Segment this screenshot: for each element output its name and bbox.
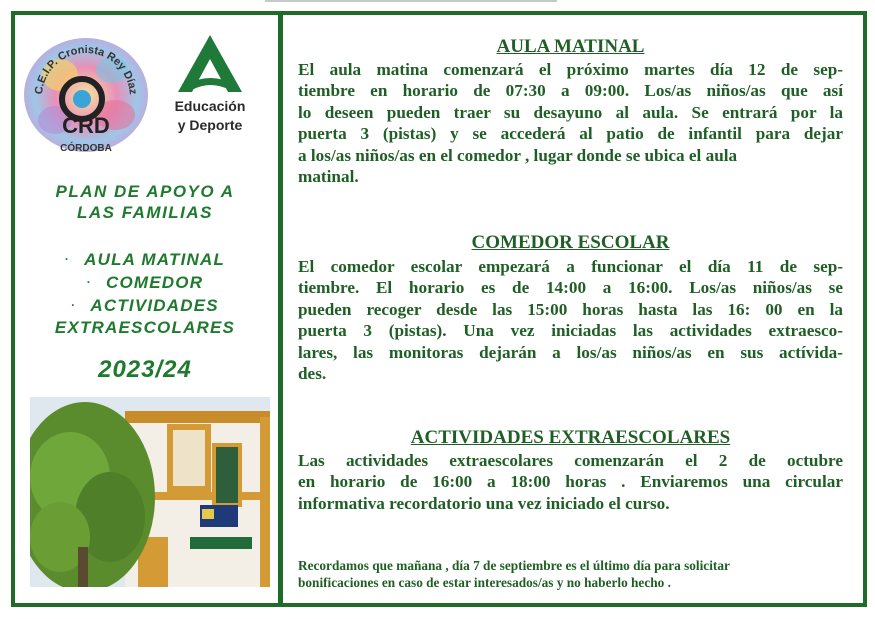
reminder-note: Recordamos que mañana , día 7 de septiembre es el último día para solicitar bonificaciones en caso de estar interesados/as y no haberlo hecho . [298,558,730,590]
column-divider [278,15,283,607]
junta-line1: Educación [174,98,246,114]
section-title-aula-matinal: AULA MATINAL [496,36,645,57]
ceip-city: CÓRDOBA [60,143,112,154]
bullet: · [86,275,92,289]
section-body-comedor: El comedor escolar empezará a funcionar el día 11 de sep- tiembre. El horario es de 14:00 a 16:00. Los/as niños/as se pueden recoger desde las 15:00 horas hasta las 16: 00 en la puerta 3 (pistas). Una vez iniciadas las actividades extraesco- lares, las monitoras dejarán a los/as niños/as en sus actívida- des. [298,257,843,384]
service-list [20,248,270,339]
list-item: · COMEDOR [86,273,204,292]
plan-title-line1: PLAN DE APOYO A [55,182,235,201]
junta-text [158,97,262,135]
school-building-photo [30,397,270,587]
plan-title-line2: LAS FAMILIAS [76,203,214,222]
junta-line2: y Deporte [177,117,243,133]
list-item-continuation: EXTRAESCOLARES [54,318,236,337]
section-title-actividades: ACTIVIDADES EXTRAESCOLARES [410,427,731,448]
bullet: · [64,252,71,266]
ceip-letters: CRD [62,113,110,138]
section-title-comedor: COMEDOR ESCOLAR [471,232,670,253]
bullet: · [71,298,77,312]
ceip-ring-text: C.E.I.P. Cronista Rey Díaz [32,43,139,96]
top-line [265,0,557,2]
school-year: 2023/24 [98,356,192,383]
list-item: · AULA MATINAL [64,250,226,269]
section-body-actividades: Las actividades extraescolares comenzarán el 2 de octubre en horario de 16:00 a 18:00 horas . Enviaremos una circular informativa recordatorio una vez iniciado el curso. [298,451,843,513]
list-item: · ACTIVIDADES [71,296,219,315]
plan-title [20,181,270,223]
section-body-aula-matinal: El aula matina comenzará el próximo martes día 12 de sep- tiembre en horario de 07:30 a 09:00. Los/as niños/as que así lo deseen pueden traer su desayuno al aula. Se entrará por la puerta 3 (pistas) y se accederá al patio de infantil para dejar a los/as niños/as en el comedor , lugar donde se ubica el aula matinal. [298,60,843,187]
ceip-logo-icon [20,35,152,155]
